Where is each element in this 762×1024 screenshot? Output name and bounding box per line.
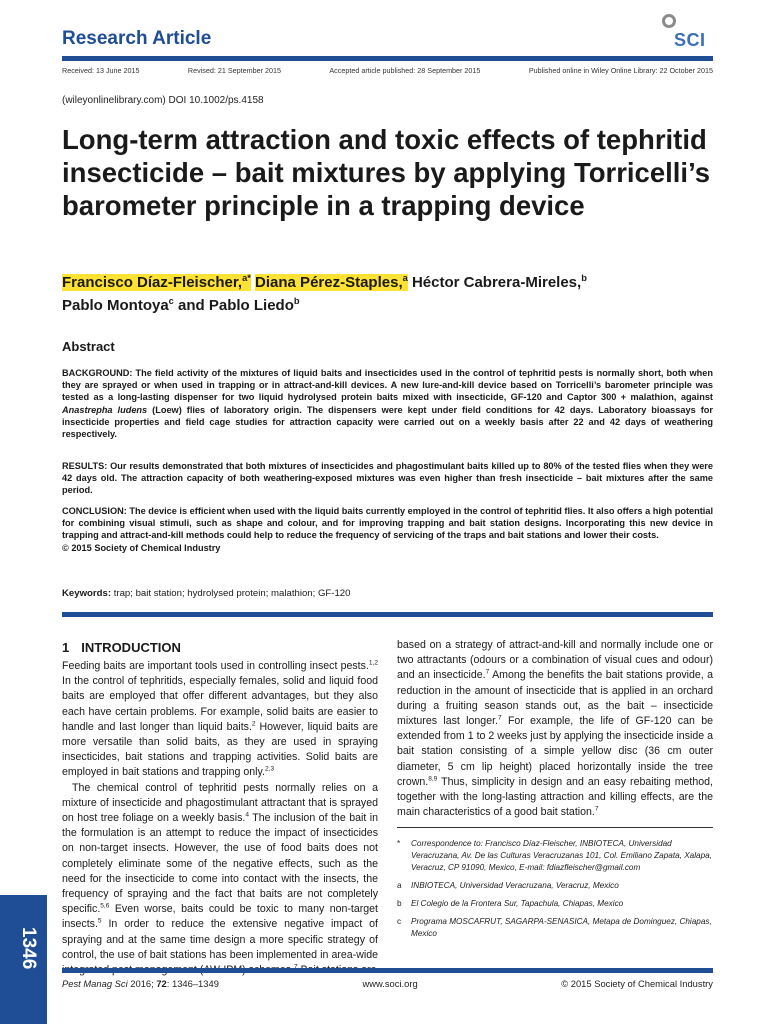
citation-ref[interactable]: 5,6 <box>100 902 110 910</box>
abstract-results: RESULTS: Our results demonstrated that both mixtures of insecticides and phagostimulant baits killed up to 80% of the tested flies when they were 42 days old. The attraction capacity of both weathering-exposed mixtures was even higher than fresh insecticide – bait mixtures after the same period. <box>62 461 713 496</box>
citation-ref[interactable]: 7 <box>497 714 502 722</box>
footnote-mark: a <box>397 881 402 890</box>
publication-dates <box>62 66 713 75</box>
footnote-text: El Colegio de la Frontera Sur, Tapachula, Chiapas, Mexico <box>411 899 624 908</box>
abstract-copyright: © 2015 Society of Chemical Industry <box>62 542 221 553</box>
citation-ref[interactable]: 2,3 <box>264 765 275 773</box>
author-list <box>62 271 722 317</box>
left-column <box>62 640 378 978</box>
footnote <box>397 898 713 910</box>
text-run: based on a strategy of attract-and-kill and normally include one or two attractants (odours or a combination of visual cues and odour) and an insecticide. <box>397 639 713 682</box>
page-number: 1346 <box>18 927 39 970</box>
citation-ref[interactable]: 7 <box>485 668 490 676</box>
journal-pages: : 1346–1349 <box>166 978 219 989</box>
citation-ref[interactable]: 7 <box>594 805 599 813</box>
footer <box>62 978 713 989</box>
text-run: However, liquid baits are more versatile than solid baits, as they are used in spraying insecticides, bait stations and trapping activities. Solid baits are employed in bait stations and trapping only. <box>62 720 378 779</box>
author-name: Pablo Montoya$^c$ <box>62 296 174 314</box>
citation-ref[interactable]: 8,9 <box>428 775 438 783</box>
abstract-background <box>62 367 713 440</box>
abstract-background-text: BACKGROUND: The field activity of the mixtures of liquid baits and insecticides used in the control of tephritid pests is normally short, both when they are sprayed or when used in trapping or in attract-and-kill devices. A new lure-and-kill device based on Torricelli’s barometer principle was tested as a long-lasting dispenser for two liquid hydrolysed protein baits mixed with insecticide, GF-120 and Captor 300 + malathion, against <box>62 368 713 403</box>
text-run: Among the benefits the bait stations provide, a reduction in the amount of insecticide that is applied in an orchard during a fruiting season stands out, as the bait – insecticide mixtures last longer. <box>397 669 713 728</box>
affiliation-mark: a <box>402 273 408 283</box>
received-date: Received: 13 June 2015 <box>62 66 140 75</box>
citation-ref[interactable]: 2 <box>251 720 256 728</box>
logo-text: SCI <box>674 30 706 50</box>
section-title: INTRODUCTION <box>81 640 181 655</box>
introduction-heading <box>62 640 378 656</box>
footnote <box>397 838 713 874</box>
footnote-mark: * <box>397 839 401 848</box>
citation-ref[interactable]: 5 <box>97 917 102 925</box>
keywords-text: trap; bait station; hydrolysed protein; malathion; GF-120 <box>111 588 351 599</box>
section-rule <box>62 612 713 617</box>
intro-paragraph-2 <box>62 781 378 979</box>
author-name: Francisco Díaz-Fleischer,$^{a*}$ <box>62 273 251 291</box>
footnote-text: Programa MOSCAFRUT, SAGARPA-SENASICA, Metapa de Dominguez, Chiapas, Mexico <box>411 917 712 938</box>
species-name: Anastrepha ludens <box>62 404 148 415</box>
author-name: Héctor Cabrera-Mireles,$^b$ <box>411 273 587 291</box>
right-column <box>397 638 713 820</box>
affiliation-mark: b <box>581 273 587 283</box>
footer-copyright: © 2015 Society of Chemical Industry <box>561 978 713 989</box>
section-number: 1 <box>62 640 70 655</box>
footnote-mark: b <box>397 899 402 908</box>
intro-paragraph-3 <box>397 638 713 820</box>
footnotes <box>397 827 713 946</box>
journal-citation <box>62 978 219 989</box>
affiliation-mark: a* <box>242 273 251 283</box>
journal-year: 2016; <box>127 978 157 989</box>
keywords <box>62 588 350 599</box>
citation-ref[interactable]: 1,2 <box>368 659 378 667</box>
affiliation-mark: b <box>293 296 300 306</box>
text-run: For example, the life of GF-120 can be extended from 1 to 2 weeks just by applying the insecticide inside a bait station consisting of a simple yellow disc (36 cm outer diameter, 5 cm lip height) placed horizontally inside the tree crown. <box>397 715 713 788</box>
published-date: Published online in Wiley Online Library: 22 October 2015 <box>528 66 713 75</box>
footnote-text: INBIOTECA, Universidad Veracruzana, Veracruz, Mexico <box>411 881 619 890</box>
logo-ring-icon <box>662 14 676 28</box>
footnote-mark: c <box>397 917 402 926</box>
journal-name: Pest Manag Sci <box>62 978 128 989</box>
keywords-label: Keywords: <box>62 588 112 599</box>
text-run: Feeding baits are important tools used in controlling insect pests. <box>62 660 369 672</box>
citation-ref[interactable]: 4 <box>245 811 249 819</box>
page-number-tab <box>0 895 47 1024</box>
revised-date: Revised: 21 September 2015 <box>187 66 282 75</box>
abstract-background-text-2: (Loew) flies of laboratory origin. The dispensers were kept under field conditions for 42 days. Laboratory bioassays for insecticide properties and field cage studies for attraction capacity were carried out on a weekly basis after 22 and 42 days of weathering respectively. <box>62 404 713 440</box>
affiliation-mark: c <box>168 296 174 306</box>
journal-volume: 72 <box>156 978 167 989</box>
text-run: The inclusion of the bait in the formulation is an attempt to reduce the impact of insecticides on non-target insects. However, the use of food baits does not completely eliminate some of the negative effects, such as the need for the insecticide to come into contact with the insects, the frequency of spraying and the fact that baits are not completely specific. <box>62 812 378 916</box>
text-run: In order to reduce the extensive negative impact of spraying and at the same time design a more specific strategy of control, the use of bait stations has been implemented in area-wide <box>62 918 378 961</box>
footnote <box>397 916 713 940</box>
journal-website[interactable]: www.soci.org <box>362 978 418 989</box>
footnote-text: Correspondence to: Francisco Díaz-Fleischer, INBIOTECA, Universidad Veracruzana, Av. De las Culturas Veracruzanas 101, Col. Emiliano Zapata, Xalapa, Veracruz, CP 91090, Mexico, E-mail: fdiazfleischer@gmail.com <box>411 839 712 872</box>
abstract-conclusion-text: CONCLUSION: The device is efficient when used with the liquid baits currently employed in the control of tephritid flies. It also offers a high potential for combining visual stimuli, such as shape and colour, and for improving trapping and bait station designs. Incorporating this new device in trapping and attract-and-kill methods could help to reduce the frequency of servicing of the traps and bait stations and lower their costs. <box>62 506 713 541</box>
text-run: In the control of tephritids, especially females, solid and liquid food baits are employed that offer different advantages, but they also each have certain problems. For example, solid baits are easier to handle and last longer than liquid baits. <box>62 675 378 733</box>
text-run: Even worse, baits could be toxic to many non-target insects. <box>62 903 378 931</box>
text-run: The chemical control of tephritid pests normally relies on a mixture of insecticide and phagostimulant attractant that is sprayed on host tree foliage on a weekly basis. <box>62 781 378 825</box>
abstract-heading: Abstract <box>62 339 115 354</box>
doi[interactable]: (wileyonlinelibrary.com) DOI 10.1002/ps.4158 <box>62 95 264 106</box>
top-rule <box>62 56 713 61</box>
sci-logo <box>660 14 720 50</box>
footnote <box>397 880 713 892</box>
article-title: Long-term attraction and toxic effects of tephritid insecticide – bait mixtures by applying Torricelli’s barometer principle in a trapping device <box>62 124 710 221</box>
author-name: and Pablo Liedo$^b$ <box>178 296 300 314</box>
section-label: Research Article <box>62 28 212 49</box>
text-run: Thus, simplicity in design and an easy rebaiting method, together with the long-lasting attraction and killing effects, are the main characteristics of a good bait station. <box>397 775 713 819</box>
bottom-rule <box>62 968 713 973</box>
author-name: Diana Pérez-Staples,$^a$ <box>255 273 408 291</box>
abstract-conclusion <box>62 505 713 554</box>
accepted-date: Accepted article published: 28 September 2015 <box>329 66 481 75</box>
intro-paragraph-1 <box>62 659 378 781</box>
